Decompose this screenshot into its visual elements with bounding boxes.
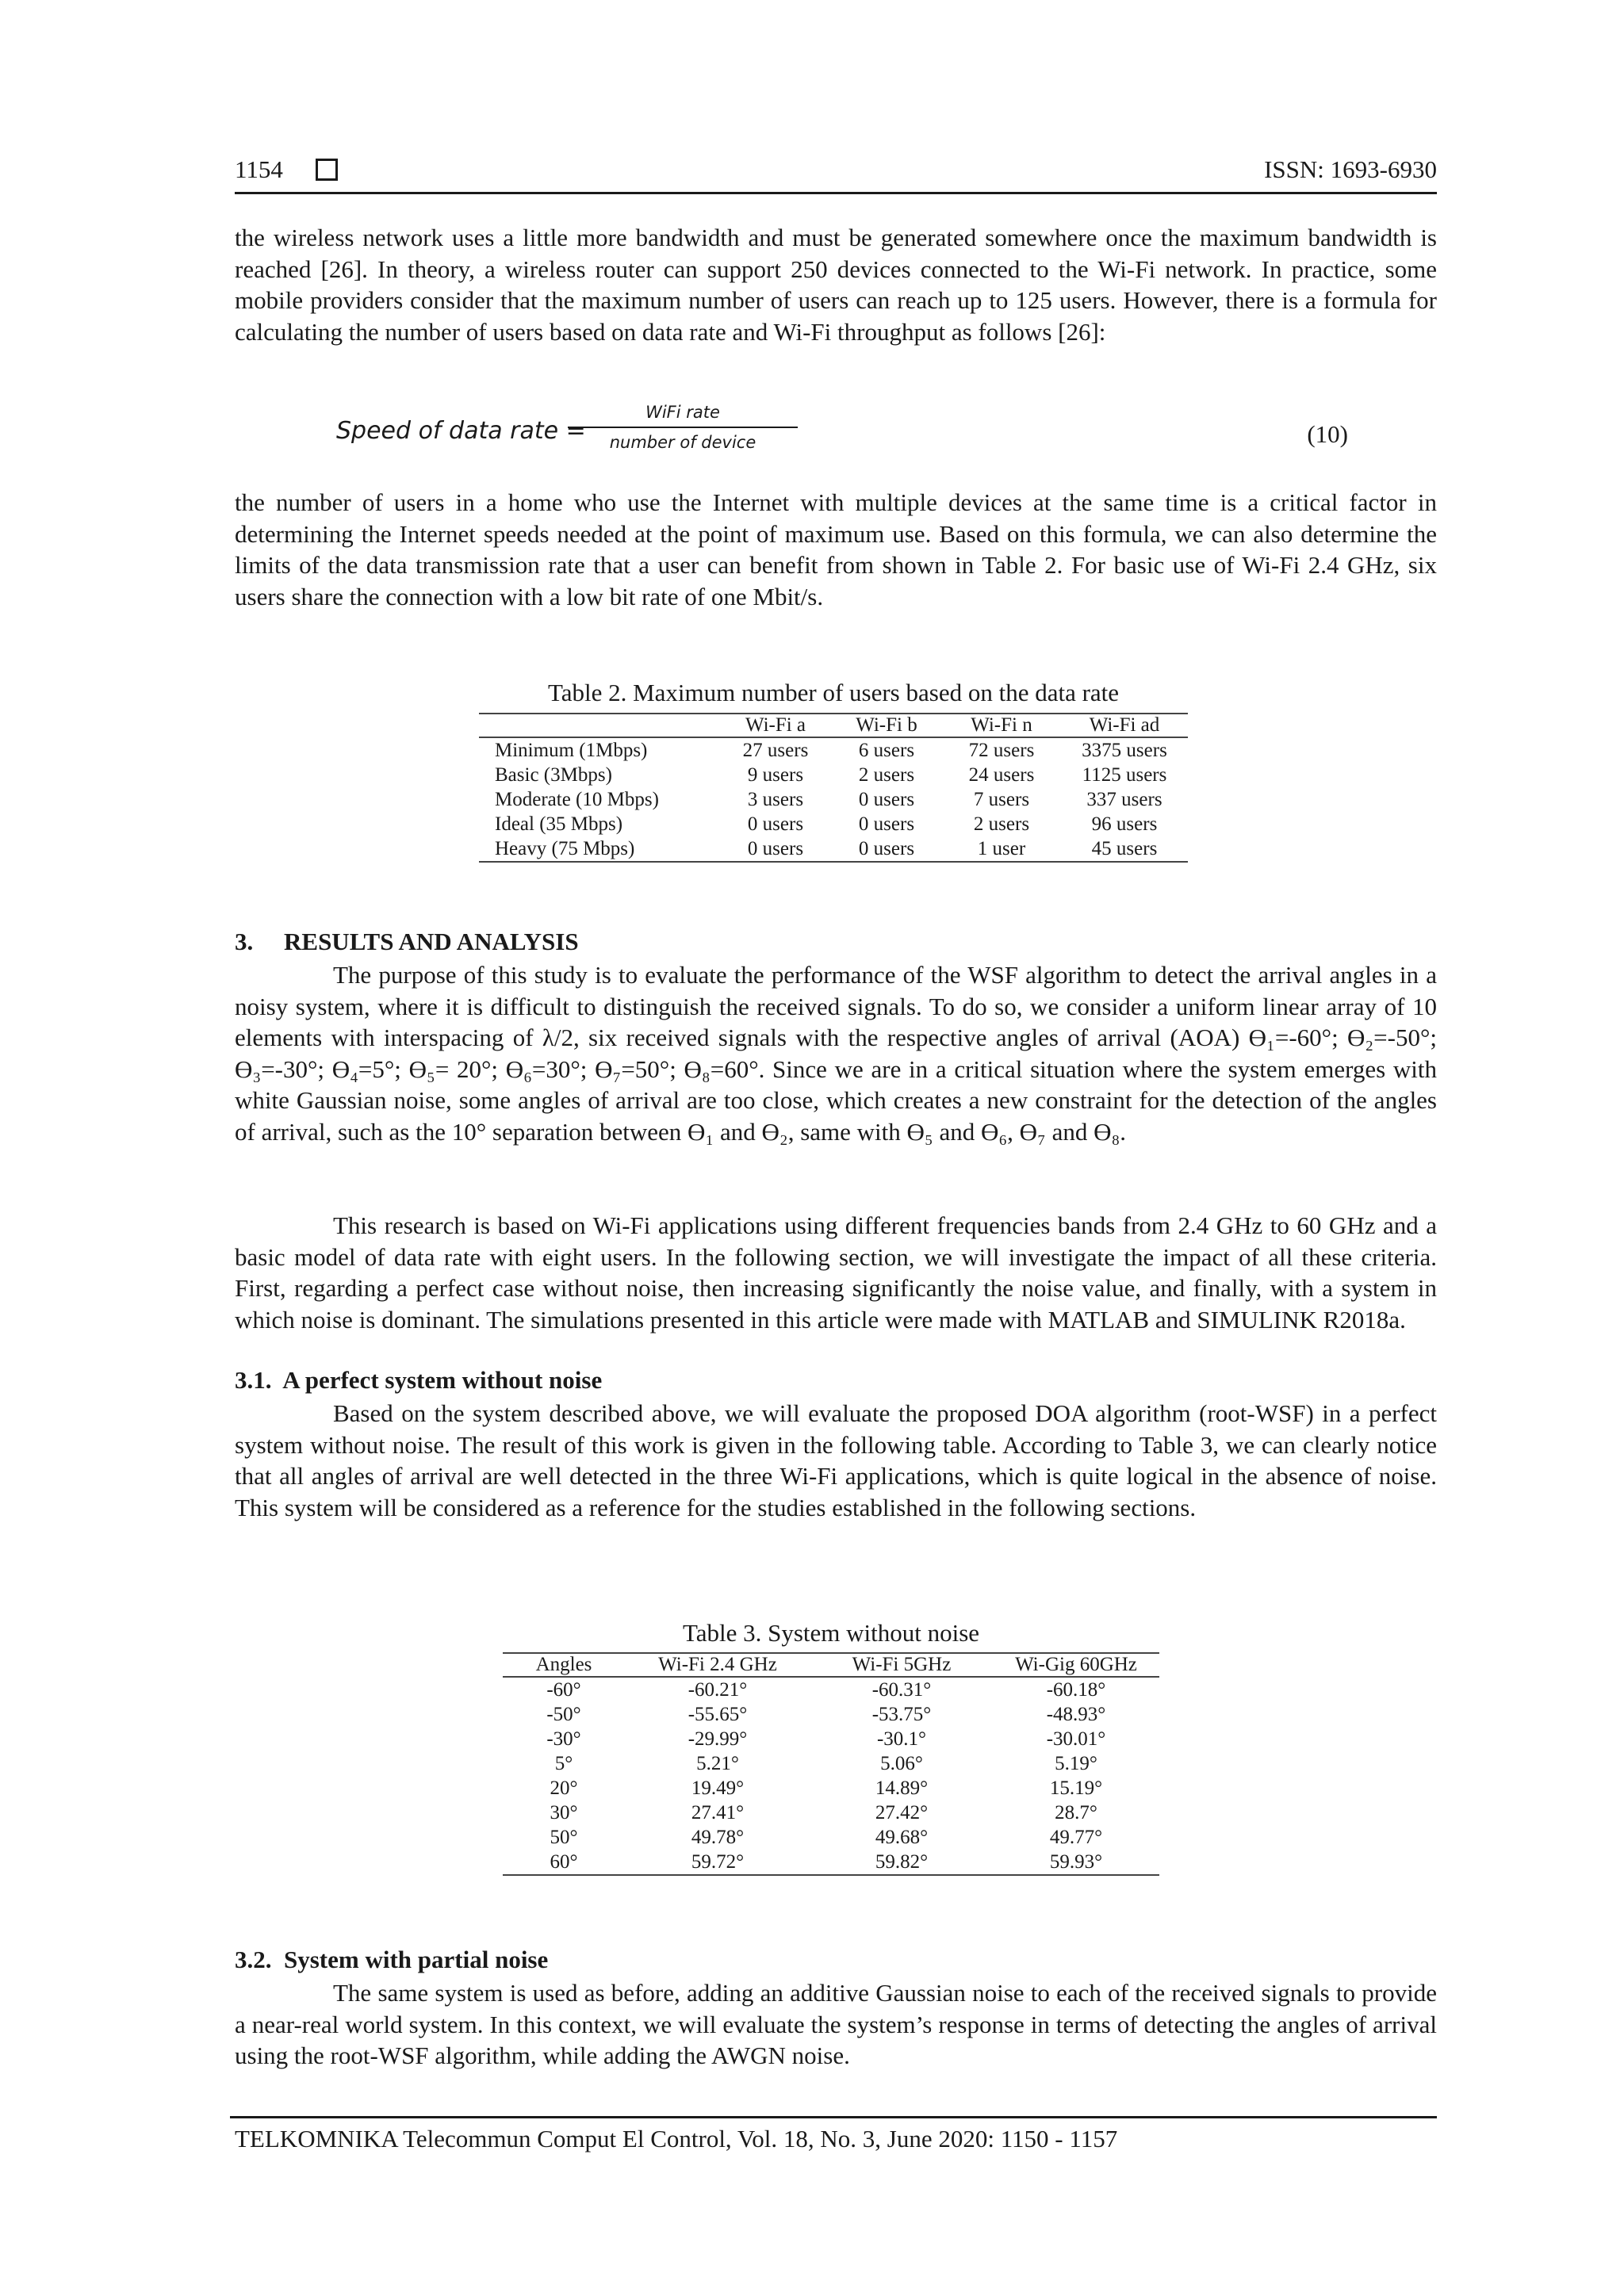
table-header-cell: Wi-Fi 5GHz [810, 1653, 993, 1677]
table-row [503, 1702, 1159, 1727]
table-cell: -50° [546, 1704, 581, 1725]
table-cell: 72 users [968, 740, 1035, 761]
table-cell: 15.19° [1049, 1777, 1103, 1799]
header-rule [235, 192, 1437, 194]
table-cell: 60° [550, 1851, 578, 1873]
table-cell: -60.31° [871, 1679, 932, 1701]
equation-fraction [568, 403, 798, 452]
equation-number: (10) [1307, 420, 1348, 448]
table-cell: -30° [546, 1728, 581, 1750]
table-cell: 9 users [747, 764, 804, 786]
table-cell: Ideal (35 Mbps) [495, 813, 623, 835]
table-row [479, 787, 1188, 812]
table-cell: 5.06° [880, 1753, 923, 1774]
table-cell: 5° [554, 1753, 573, 1774]
table-cell: 14.89° [875, 1777, 929, 1799]
table-cell: 19.49° [691, 1777, 745, 1799]
table-cell: -29.99° [688, 1728, 748, 1750]
section-heading-3-2: 3.2. System with partial noise [235, 1946, 549, 1973]
table-cell: 20° [550, 1777, 578, 1799]
table-cell: 49.77° [1049, 1827, 1103, 1848]
table-cell: 5.21° [696, 1753, 739, 1774]
table-row [479, 812, 1188, 836]
table-cell: 49.78° [691, 1827, 745, 1848]
equation-lhs: Speed of data rate = [336, 417, 586, 445]
paragraph-data-rate: the number of users in a home who use the Internet with multiple devices at the same time is a critical factor in determining the Internet speeds needed at the point of maximum use. Based on this formula, we can also determine the limits of the data transmission rate that a user can benefit from shown in Table 2. For basic use of Wi-Fi 2.4 GHz, six users share the connection with a low bit rate of one Mbit/s. [235, 488, 1437, 610]
table-cell: 96 users [1091, 813, 1158, 835]
page-header [235, 155, 1437, 192]
table3-caption: Table 3. System without noise [682, 1619, 980, 1647]
table2-caption: Table 2. Maximum number of users based on the data rate [547, 679, 1120, 706]
page-number: 1154 [235, 155, 283, 183]
table-cell: 1125 users [1082, 764, 1167, 786]
section-heading-3: 3. RESULTS AND ANALYSIS [235, 928, 579, 955]
table-cell: -53.75° [871, 1704, 932, 1725]
table-cell: 59.93° [1049, 1851, 1103, 1873]
square-icon [316, 159, 338, 181]
table-row [479, 836, 1188, 862]
table-row [503, 1776, 1159, 1800]
table-header-cell [479, 714, 720, 737]
table-header-row [503, 1653, 1159, 1677]
equation-numerator: WiFi rate [568, 403, 798, 428]
table-cell: Moderate (10 Mbps) [495, 789, 659, 810]
table-cell: -60.18° [1046, 1679, 1106, 1701]
table-cell: 28.7° [1055, 1802, 1097, 1823]
table-cell: 24 users [968, 764, 1035, 786]
table-system-without-noise [503, 1652, 1159, 1876]
table-cell: -30.1° [876, 1728, 927, 1750]
table-cell: 50° [550, 1827, 578, 1848]
footer-rule [230, 2116, 1437, 2118]
paragraph-partial-noise: The same system is used as before, adding an additive Gaussian noise to each of the received signals to provide a near-real world system. In this context, we will evaluate the system’s response in terms of detecting the angles of arrival using the root-WSF algorithm, while adding the AWGN noise. [235, 1979, 1437, 2069]
table-cell: 59.82° [875, 1851, 929, 1873]
table-header-cell: Wi-Fi b [831, 714, 942, 737]
table-row [479, 763, 1188, 787]
table-cell: Basic (3Mbps) [495, 764, 612, 786]
table-row [503, 1800, 1159, 1825]
table-row [503, 1727, 1159, 1751]
table-cell: -48.93° [1046, 1704, 1106, 1725]
table-cell: 0 users [858, 838, 915, 859]
table-cell: -30.01° [1046, 1728, 1106, 1750]
table-cell: 49.68° [875, 1827, 929, 1848]
table-cell: 337 users [1086, 789, 1162, 810]
table-row [503, 1825, 1159, 1850]
table-cell: -60.21° [688, 1679, 748, 1701]
table-cell: 0 users [858, 813, 915, 835]
table-cell: 0 users [858, 789, 915, 810]
table-header-cell: Wi-Fi a [720, 714, 831, 737]
paragraph-results-1: The purpose of this study is to evaluate the performance of the WSF algorithm to detect the arrival angles in a noisy system, where it is difficult to distinguish the received signals. To do so, we consider a uniform linear array of 10 elements with interspacing of λ/2, six received signals with the respective angles of arrival (AOA) ϴ₁=-60°; ϴ₂=-50°; ϴ₃=-30°; ϴ₄=5°; ϴ₅= 20°; ϴ₆=30°; ϴ₇=50°; ϴ₈=60°. Since we are in a critical situation where the system emerges with white Gaussian noise, some angles of arrival are too close, which creates a new constraint for the detection of the angles of arrival, such as the 10° separation between ϴ₁ and ϴ₂, same with ϴ₅ and ϴ₆, ϴ₇ and ϴ₈. [235, 961, 1437, 1146]
table-cell: -60° [546, 1679, 581, 1701]
table-cell: Minimum (1Mbps) [495, 740, 648, 761]
table-row [503, 1850, 1159, 1875]
table-cell: 27.41° [691, 1802, 745, 1823]
section-heading-3-1: 3.1. A perfect system without noise [235, 1366, 603, 1394]
table-header-cell: Wi-Fi n [942, 714, 1061, 737]
table-max-users [479, 713, 1188, 863]
table-cell: 45 users [1091, 838, 1158, 859]
table-row [479, 737, 1188, 763]
issn: ISSN: 1693-6930 [1264, 155, 1437, 183]
table-row [503, 1677, 1159, 1702]
paragraph-perfect-system: Based on the system described above, we will evaluate the proposed DOA algorithm (root-WSF) in a perfect system without noise. The result of this work is given in the following table. According to Table 3, we can clearly notice that all angles of arrival are well detected in the three Wi-Fi applications, which is quite logical in the absence of noise. This system will be considered as a reference for the studies established in the following sections. [235, 1399, 1437, 1521]
table-cell: 27.42° [875, 1802, 929, 1823]
table-header-cell: Angles [503, 1653, 625, 1677]
table-header-cell: Wi-Fi ad [1061, 714, 1188, 737]
equation-10 [235, 403, 1437, 474]
table-cell: 1 user [977, 838, 1026, 859]
table-cell: 6 users [858, 740, 915, 761]
paragraph-results-2: This research is based on Wi-Fi applications using different frequencies bands from 2.4 GHz to 60 GHz and a basic model of data rate with eight users. In the following section, we will investigate the impact of all these criteria. First, regarding a perfect case without noise, then increasing significantly the noise value, and finally, with a system in which noise is dominant. The simulations presented in this article were made with MATLAB and SIMULINK R2018a. [235, 1211, 1437, 1334]
table-cell: 3 users [747, 789, 804, 810]
table-cell: Heavy (75 Mbps) [495, 838, 635, 859]
table-cell: 59.72° [691, 1851, 745, 1873]
table-cell: 0 users [747, 813, 804, 835]
paragraph-intro: the wireless network uses a little more bandwidth and must be generated somewhere once the maximum bandwidth is reached [26]. In theory, a wireless router can support 250 devices connected to the Wi-Fi network. In practice, some mobile providers consider that the maximum number of users can reach up to 125 users. However, there is a formula for calculating the number of users based on data rate and Wi-Fi throughput as follows [26]: [235, 224, 1437, 346]
table-row [503, 1751, 1159, 1776]
equation-denominator: number of device [609, 433, 756, 452]
table-cell: -55.65° [688, 1704, 748, 1725]
table-cell: 3375 users [1082, 740, 1167, 761]
table-cell: 27 users [742, 740, 809, 761]
table-cell: 2 users [858, 764, 915, 786]
table-header-cell: Wi-Gig 60GHz [993, 1653, 1159, 1677]
table-header-row [479, 714, 1188, 737]
table-cell: 30° [550, 1802, 578, 1823]
table-cell: 2 users [973, 813, 1030, 835]
page-footer: TELKOMNIKA Telecommun Comput El Control, Vol. 18, No. 3, June 2020: 1150 - 1157 [235, 2125, 1118, 2152]
table-cell: 0 users [747, 838, 804, 859]
table-cell: 5.19° [1055, 1753, 1097, 1774]
table-cell: 7 users [973, 789, 1030, 810]
table-header-cell: Wi-Fi 2.4 GHz [625, 1653, 810, 1677]
